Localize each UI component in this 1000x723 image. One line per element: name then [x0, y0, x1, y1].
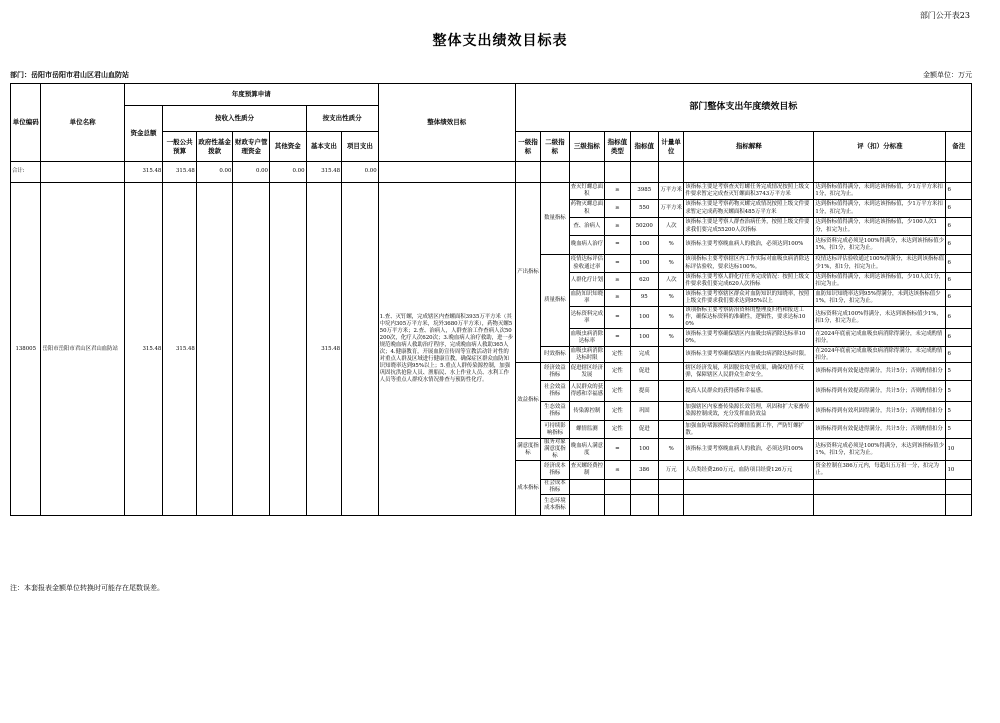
indicator-remark	[946, 495, 972, 516]
indicator-score: 该指标得到有效提高得满分，共计5分；否则酌情扣分	[814, 381, 946, 402]
indicator-explain: 该项指标主要考察防治资料的整理及归档和报送工作，确保达标资料的准确性，逻辑性，要求达标100%	[684, 307, 814, 329]
group-timeliness: 时效指标	[541, 347, 569, 363]
indicator-explain: 该项指标主要考察辖区内工作实际对血吸虫病消除达标评估验收，要求达标100%。	[684, 255, 814, 273]
header-other: 其他资金	[269, 132, 306, 162]
total-name	[41, 162, 124, 183]
indicator-unit	[658, 495, 683, 516]
indicator-explain: 该指标主要考察人群化疗任务完成情况：按照上级文件要求我们要完成620人次指标	[684, 273, 814, 290]
total-label: 合计:	[11, 162, 41, 183]
header-basic: 基本支出	[306, 132, 342, 162]
indicator-value: 3985	[630, 183, 658, 200]
indicator-score: 疫情达标评估验收通过100%得满分，未达到该指标值少1%，扣1分，扣完为止。	[814, 255, 946, 273]
indicator-lvl3: 达标资料完成率	[569, 307, 605, 329]
indicator-value: 620	[630, 273, 658, 290]
group-benefit: 效益指标	[515, 363, 540, 439]
total-c8	[814, 162, 946, 183]
group-social-cost: 社会成本指标	[541, 480, 569, 495]
indicator-value: 100	[630, 255, 658, 273]
indicator-remark: 5	[946, 363, 972, 381]
header-lvl1: 一级指标	[515, 132, 540, 162]
header-by-source: 按收入性质分	[163, 106, 306, 132]
indicator-explain: 加强辖区内家畜传染源长效管理，巩固和扩大家畜传染源控制成效，充分发挥血防效益	[684, 402, 814, 421]
indicator-lvl3	[569, 495, 605, 516]
indicator-value: 550	[630, 200, 658, 218]
indicator-score: 在2024年底前完成血吸虫病消除得满分，未完成酌情扣分。	[814, 347, 946, 363]
indicator-lvl3: 查、治病人	[569, 218, 605, 236]
unit-other	[269, 183, 306, 516]
indicator-value: 完成	[630, 347, 658, 363]
indicator-remark: 6	[946, 183, 972, 200]
indicator-value: 386	[630, 461, 658, 480]
total-row	[11, 162, 972, 183]
indicator-score: 达标资料完成100%得满分，未达到该指标值少1%，扣1分，扣完为止。	[814, 307, 946, 329]
group-social-benefit: 社会效益指标	[541, 381, 569, 402]
header-unit: 计量单位	[658, 132, 683, 162]
indicator-remark: 6	[946, 290, 972, 307]
indicator-remark: 6	[946, 329, 972, 347]
indicator-type: ≥	[605, 273, 630, 290]
indicator-value: 促进	[630, 421, 658, 439]
indicator-value: 100	[630, 307, 658, 329]
header-general: 一般公共预算	[163, 132, 197, 162]
indicator-row	[11, 183, 972, 200]
indicator-type: 定性	[605, 402, 630, 421]
indicator-lvl3: 查灭螺经费控制	[569, 461, 605, 480]
indicator-score: 达标资料完成必须是100%得满分，未达到该指标值少1%，扣1分，扣完为止。	[814, 439, 946, 461]
indicator-value: 促进	[630, 363, 658, 381]
indicator-type: =	[605, 307, 630, 329]
header-fund: 政府性基金拨款	[196, 132, 233, 162]
indicator-unit	[658, 347, 683, 363]
indicator-type: 定性	[605, 421, 630, 439]
header-project: 项目支出	[342, 132, 379, 162]
indicator-explain: 该指标主要考察晚血病人的救治，必须达到100%	[684, 439, 814, 461]
indicator-lvl3: 疫情达标评估验收通过率	[569, 255, 605, 273]
indicator-explain: 辖区经济发展，巩固脱贫攻坚成果，确保疫情不反弹，保障辖区人民群众生命安全。	[684, 363, 814, 381]
indicator-score	[814, 480, 946, 495]
total-c4	[605, 162, 630, 183]
indicator-score: 资金控制在386万元内，每超出五万扣一分，扣完为止。	[814, 461, 946, 480]
group-satisfaction: 满意度指标	[515, 439, 540, 461]
unit-name: 岳阳市岳阳市君山区君山血防站	[41, 183, 124, 516]
indicator-unit	[658, 480, 683, 495]
total-c6	[658, 162, 683, 183]
header-by-nature: 按支出性质分	[306, 106, 378, 132]
indicator-lvl3: 促进辖区经济发展	[569, 363, 605, 381]
group-output: 产出指标	[515, 183, 540, 363]
header-lvl2: 二级指标	[541, 132, 569, 162]
indicator-type: ≤	[605, 461, 630, 480]
indicator-remark	[946, 480, 972, 495]
indicator-type: ≥	[605, 200, 630, 218]
group-service-sat: 服务对象满意度指标	[541, 439, 569, 461]
indicator-score: 血防知识知晓率达到95%得满分，未到达该指标值少1%，扣1分，扣完为止。	[814, 290, 946, 307]
total-fund: 0.00	[196, 162, 233, 183]
indicator-unit: 人次	[658, 218, 683, 236]
indicator-value: 95	[630, 290, 658, 307]
indicator-value: 100	[630, 439, 658, 461]
indicator-type: =	[605, 329, 630, 347]
indicator-unit: %	[658, 329, 683, 347]
indicator-remark: 5	[946, 381, 972, 402]
unit-total: 315.48	[124, 183, 163, 516]
header-score: 评（扣）分标准	[814, 132, 946, 162]
total-c2	[541, 162, 569, 183]
footnote: 注：本套报表金额单位转换时可能存在尾数误差。	[10, 584, 164, 592]
indicator-lvl3: 人群化疗计划	[569, 273, 605, 290]
header-name: 单位名称	[41, 84, 124, 162]
indicator-lvl3: 螺情监测	[569, 421, 605, 439]
indicator-unit	[658, 402, 683, 421]
header-remark: 备注	[946, 132, 972, 162]
indicator-explain: 该指标主要考察确保辖区内血吸虫病消除达标率100%。	[684, 329, 814, 347]
indicator-lvl3: 人民群众的获得感和幸福感	[569, 381, 605, 402]
indicator-score: 达到指标值得满分，未到达该指标值，少1万平方米扣1分，扣完为止。	[814, 183, 946, 200]
header-overall-goal: 整体绩效目标	[378, 84, 515, 162]
indicator-lvl3: 晚血病人治疗	[569, 236, 605, 255]
total-c1	[515, 162, 540, 183]
indicator-explain: 该指标主要是考察查灭钉螺任务完成情况按照上级文件要求暂定完成查灭钉螺面积3743万平方米	[684, 183, 814, 200]
indicator-unit: 万平方米	[658, 183, 683, 200]
unit-special	[233, 183, 270, 516]
page-id: 部门公开表23	[919, 11, 970, 20]
indicator-score: 该指标得到有效促进得满分，共计5分；否则酌情扣分	[814, 363, 946, 381]
indicator-type: ≥	[605, 218, 630, 236]
indicator-score: 达到指标值得满分，未到达该指标值，少100人次1分，扣完为止。	[814, 218, 946, 236]
indicator-remark: 6	[946, 236, 972, 255]
header-total: 资金总额	[124, 106, 163, 162]
indicator-remark: 10	[946, 439, 972, 461]
total-special: 0.00	[233, 162, 270, 183]
unit-project	[342, 183, 379, 516]
unit-general: 315.48	[163, 183, 197, 516]
total-goal	[378, 162, 515, 183]
indicator-score: 该指标得到有效促进得满分，共计5分；否则酌情扣分	[814, 421, 946, 439]
indicator-unit: 万元	[658, 461, 683, 480]
indicator-explain	[684, 495, 814, 516]
unit-fund	[196, 183, 233, 516]
indicator-remark: 6	[946, 200, 972, 218]
indicator-unit	[658, 363, 683, 381]
header-dept-goal: 部门整体支出年度绩效目标	[515, 84, 971, 132]
group-quality: 质量指标	[541, 255, 569, 347]
indicator-explain	[684, 480, 814, 495]
indicator-unit	[658, 421, 683, 439]
indicator-type: 定性	[605, 363, 630, 381]
indicator-score: 达到指标值得满分，未到达该指标值，少1万平方米扣1分，扣完为止。	[814, 200, 946, 218]
indicator-value: 100	[630, 236, 658, 255]
total-basic: 315.48	[306, 162, 342, 183]
unit-basic: 315.48	[306, 183, 342, 516]
header-value-type: 指标值类型	[605, 132, 630, 162]
group-quantity: 数量指标	[541, 183, 569, 255]
indicator-remark: 6	[946, 218, 972, 236]
header-special: 财政专户管理资金	[233, 132, 270, 162]
indicator-explain: 加强血防堵源拆除后的螺情监测工作，严防钉螺扩散。	[684, 421, 814, 439]
group-econ-benefit: 经济效益指标	[541, 363, 569, 381]
indicator-remark: 6	[946, 307, 972, 329]
indicator-explain: 该指标主要考察确保辖区内血吸虫病消除达标时限。	[684, 347, 814, 363]
indicator-unit: %	[658, 290, 683, 307]
amount-unit-label: 金额单位：万元	[923, 71, 972, 79]
indicator-remark: 5	[946, 402, 972, 421]
indicator-unit: %	[658, 255, 683, 273]
indicator-lvl3: 药物灭螺总面积	[569, 200, 605, 218]
indicator-remark: 5	[946, 421, 972, 439]
total-general: 315.48	[163, 162, 197, 183]
header-value: 指标值	[630, 132, 658, 162]
total-amount: 315.48	[124, 162, 163, 183]
indicator-type	[605, 480, 630, 495]
indicator-explain: 该指标主要考察晚血病人的救治，必须达到100%	[684, 236, 814, 255]
performance-table	[10, 83, 972, 516]
header-code: 单位编码	[11, 84, 41, 162]
group-sustain: 可持续影响指标	[541, 421, 569, 439]
indicator-score: 达标资料完成必须是100%得满分，未达到该指标值少1%，扣1分，扣完为止。	[814, 236, 946, 255]
unit-code: 138005	[11, 183, 41, 516]
total-c3	[569, 162, 605, 183]
indicator-explain: 该指标主要是考察药物灭螺完成情况按照上级文件要求暂定完成药物灭螺面积485万平方米	[684, 200, 814, 218]
indicator-lvl3: 传染源控制	[569, 402, 605, 421]
indicator-explain: 人员类经费260万元，血防项目经费126万元	[684, 461, 814, 480]
indicator-lvl3: 晚血病人满意度	[569, 439, 605, 461]
header-explain: 指标解释	[684, 132, 814, 162]
indicator-type	[605, 495, 630, 516]
total-other: 0.00	[269, 162, 306, 183]
indicator-unit	[658, 381, 683, 402]
header-budget-apply: 年度预算申请	[124, 84, 378, 106]
indicator-explain: 该指标主要考察辖区群众对血防知识的知晓率，按照上级文件要求我们要求达到95%以上	[684, 290, 814, 307]
group-econ-cost: 经济成本指标	[541, 461, 569, 480]
header-lvl3: 三级指标	[569, 132, 605, 162]
page-title: 整体支出绩效目标表	[432, 33, 568, 49]
indicator-unit: 万平方米	[658, 200, 683, 218]
indicator-lvl3: 血吸虫病消除达标率	[569, 329, 605, 347]
indicator-unit: %	[658, 439, 683, 461]
total-project: 0.00	[342, 162, 379, 183]
indicator-unit: 人次	[658, 273, 683, 290]
indicator-lvl3: 查灭钉螺总面积	[569, 183, 605, 200]
indicator-value: 提高	[630, 381, 658, 402]
department-label: 部门：岳阳市岳阳市君山区君山血防站	[10, 70, 129, 79]
indicator-explain: 该指标主要是考察人群查治病任务，按照上级文件要求我们要完成55200人次指标	[684, 218, 814, 236]
indicator-score: 达到指标值得满分，未到达该指标值，少10人次1分，扣完为止。	[814, 273, 946, 290]
group-eco-benefit: 生态效益指标	[541, 402, 569, 421]
indicator-type: 定性	[605, 347, 630, 363]
indicator-score: 该指标得到有效巩固得满分，共计5分；否则酌情扣分	[814, 402, 946, 421]
indicator-type: 定性	[605, 381, 630, 402]
indicator-type: =	[605, 236, 630, 255]
indicator-value: 100	[630, 329, 658, 347]
indicator-value	[630, 480, 658, 495]
total-c5	[630, 162, 658, 183]
indicator-remark: 6	[946, 347, 972, 363]
total-c7	[684, 162, 814, 183]
total-c9	[946, 162, 972, 183]
indicator-lvl3	[569, 480, 605, 495]
overall-goal-text: 1.查、灭钉螺，完成辖区内查螺面积3935万平方米（其中垸内305万平方米，垸外3680万平方米），药物灭螺550万平方米；2.查、治病人，人群查治工作查病人次50200次，化疗人次620次；3.晚血病人治疗救助，进一步规范晚血病人救助治疗程序，完成晚血病人救助365人次；4.健康教育，开展血防宣传周等宣教活动针对性的对重点人群及区域进行健康宣教，确保症区群众血防知识知晓率达到95%以上；5.重点人群传染源控制，加强巩固抗洪抢险人员、渔船民、水上作业人员、水利工作人员等重点人群疫水情况排查与预防性化疗。	[378, 183, 515, 516]
indicator-unit: %	[658, 236, 683, 255]
indicator-lvl3: 血防知识知晓率	[569, 290, 605, 307]
indicator-value: 50200	[630, 218, 658, 236]
indicator-value: 巩固	[630, 402, 658, 421]
indicator-explain: 提高人民群众的获得感和幸福感。	[684, 381, 814, 402]
indicator-type: ≥	[605, 183, 630, 200]
indicator-type: =	[605, 439, 630, 461]
indicator-remark: 6	[946, 273, 972, 290]
indicator-score	[814, 495, 946, 516]
indicator-remark: 6	[946, 255, 972, 273]
indicator-value	[630, 495, 658, 516]
group-eco-cost: 生态环境成本指标	[541, 495, 569, 516]
group-cost: 成本指标	[515, 461, 540, 516]
indicator-remark: 10	[946, 461, 972, 480]
indicator-score: 在2024年底前完成血吸虫病消除得满分，未完成酌情扣分。	[814, 329, 946, 347]
indicator-unit: %	[658, 307, 683, 329]
indicator-type: ≥	[605, 290, 630, 307]
indicator-type: =	[605, 255, 630, 273]
indicator-lvl3: 血吸虫病消除达标时限	[570, 347, 604, 361]
